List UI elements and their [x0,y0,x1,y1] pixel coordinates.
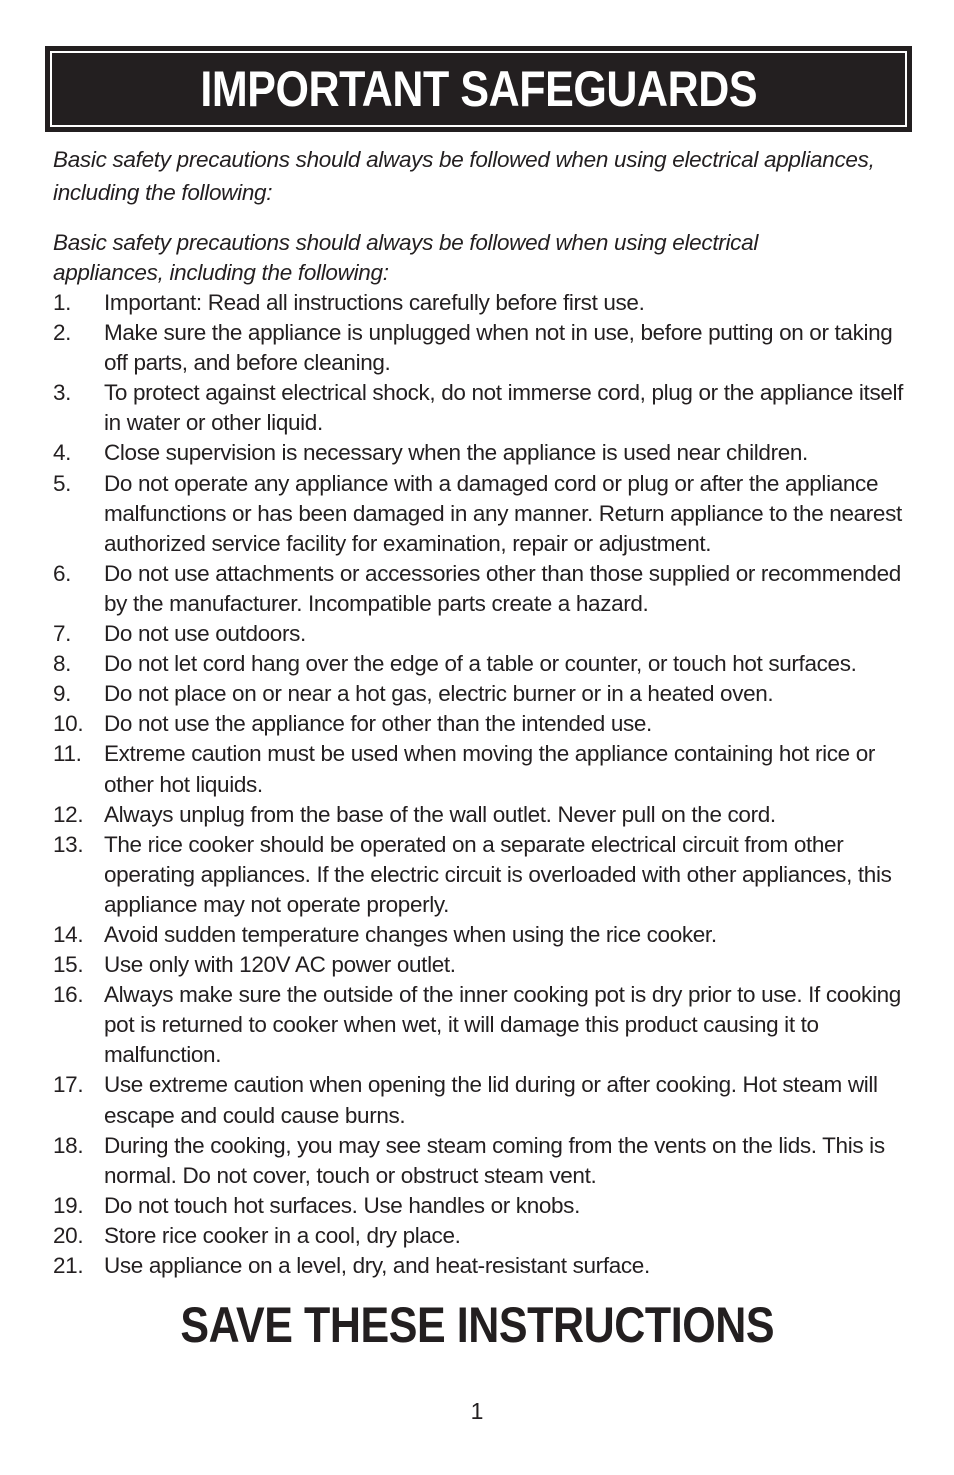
list-item-text: Make sure the appliance is unplugged when not in use, before putting on or taking off parts, and before cleaning. [104,320,893,376]
list-item-text: Do not touch hot surfaces. Use handles or knobs. [104,1192,580,1218]
list-item-text: Use appliance on a level, dry, and heat-resistant surface. [104,1253,650,1278]
list-item [53,288,913,318]
list-item-number: 17. [53,1072,84,1098]
list-item [53,1191,913,1221]
list-item-text: Important: Read all instructions carefully before first use. [104,290,645,315]
list-item-text: Always unplug from the base of the wall outlet. Never pull on the cord. [104,801,776,827]
list-item-number: 19. [53,1192,84,1218]
list-item-text: Use extreme caution when opening the lid during or after cooking. Hot steam will escape and could cause burns. [104,1072,878,1128]
list-item-number: 12. [53,801,84,827]
list-item-text: Do not let cord hang over the edge of a table or counter, or touch hot surfaces. [104,651,857,677]
page-title: IMPORTANT SAFEGUARDS [200,61,757,117]
list-item-text: Do not place on or near a hot gas, electric burner or in a heated oven. [104,681,774,707]
list-item-number: 21. [53,1253,84,1278]
list-item-text: During the cooking, you may see steam coming from the vents on the lids. This is normal. Do not cover, touch or obstruct steam vent. [104,1132,885,1188]
list-item [53,469,913,559]
list-item-number: 11. [53,741,82,767]
list-item-text: Use only with 120V AC power outlet. [104,952,456,978]
list-item-number: 6. [53,560,72,586]
list-item [53,709,913,739]
list-item [53,1251,913,1281]
list-item-number: 9. [53,681,72,707]
list-item-number: 15. [53,952,84,978]
list-item-number: 20. [53,1222,84,1248]
list-item-number: 5. [53,470,72,496]
list-item [53,830,913,920]
list-item [53,1070,913,1130]
intro-paragraph: Basic safety precautions should always be followed when using electrical appliances, including the following: [53,147,875,205]
list-item-number: 10. [53,711,84,737]
title-banner-inner-border [50,51,907,127]
list-item-number: 8. [53,651,72,677]
list-item [53,318,913,378]
list-item-text: Do not use attachments or accessories other than those supplied or recommended by the manufacturer. Incompatible parts create a hazard. [104,560,901,616]
list-item-number: 14. [53,921,84,947]
list-item-number: 1. [53,290,72,315]
list-item-number: 18. [53,1132,84,1158]
list-item [53,649,913,679]
save-instructions-heading [0,1297,954,1353]
list-item-text: To protect against electrical shock, do not immerse cord, plug or the appliance itself in water or other liquid. [104,380,904,436]
list-item [53,378,913,438]
list-item [53,1131,913,1191]
list-item-text: Store rice cooker in a cool, dry place. [104,1222,461,1248]
list-item-number: 13. [53,831,84,857]
list-item-text: Do not use the appliance for other than the intended use. [104,711,652,737]
list-item-number: 3. [53,380,72,406]
title-banner [45,46,912,132]
list-item [53,679,913,709]
list-item [53,1221,913,1251]
list-item-text: The rice cooker should be operated on a separate electrical circuit from other operating appliances. If the electric circuit is overloaded with other appliances, this appliance may not operate properly. [104,831,892,917]
list-item-number: 7. [53,621,72,647]
list-item [53,800,913,830]
safeguard-list [53,288,913,1281]
list-item [53,739,913,799]
list-item [53,920,913,950]
list-item [53,438,913,468]
list-item-text: Do not use outdoors. [104,621,306,647]
list-item-text: Close supervision is necessary when the appliance is used near children. [104,440,808,466]
list-item-text: Do not operate any appliance with a damaged cord or plug or after the appliance malfunctions or has been damaged in any manner. Return appliance to the nearest authorized service facility for examination, repair or adjustment. [104,470,902,556]
list-item [53,559,913,619]
intro-paragraph-repeat: Basic safety precautions should always be followed when using electrical appliances, including the following: [53,230,759,285]
list-item [53,980,913,1070]
list-item-text: Extreme caution must be used when moving the appliance containing hot rice or other hot liquids. [104,741,876,797]
page-number: 1 [470,1398,484,1424]
list-item-number: 16. [53,982,84,1008]
list-item-number: 4. [53,440,72,466]
list-item-text: Always make sure the outside of the inner cooking pot is dry prior to use. If cooking pot is returned to cooker when wet, it will damage this product causing it to malfunction. [104,982,901,1068]
save-instructions-text: SAVE THESE INSTRUCTIONS [180,1297,774,1353]
list-item-text: Avoid sudden temperature changes when using the rice cooker. [104,921,717,947]
list-item [53,950,913,980]
list-item [53,619,913,649]
list-item-number: 2. [53,320,72,346]
